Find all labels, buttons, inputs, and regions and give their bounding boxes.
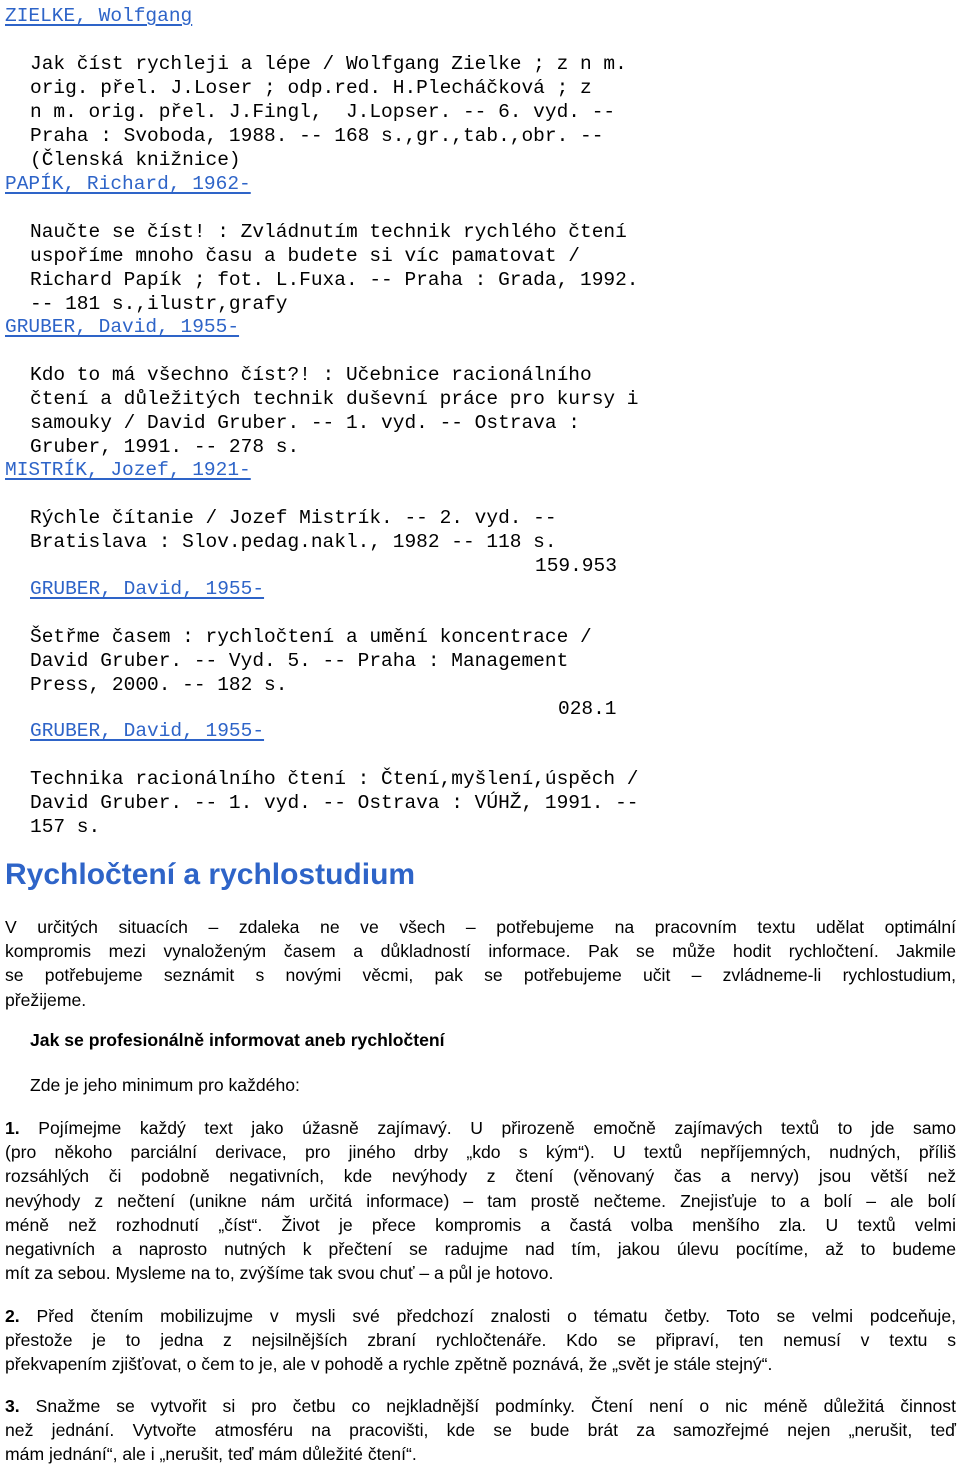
paragraph-line: přestože je to jedna z nejsilnějších zbraní rychločtenáře. Kdo se připraví, ten nemusí v textu s	[5, 1330, 956, 1351]
author-link-gruber[interactable]: GRUBER, David, 1955-	[30, 720, 265, 742]
paragraph-line: méně než rozhodnutí „číst“. Život je přece kompromis a častá volba menšího zla. U textů velmi	[5, 1214, 956, 1235]
paragraph-line: než jednání. Vytvořte atmosféru na pracovišti, kde se bude brát za samozřejmé nejen „nerušit, teď	[5, 1420, 956, 1441]
paragraph-line: nevýhody z nečtení (unikne nám určitá informace) – tam prostě nečteme. Znejisťuje to a bolí – ale bolí	[5, 1190, 956, 1211]
paragraph-line: přežijeme.	[5, 989, 87, 1010]
entry-line: Technika racionálního čtení : Čtení,myšlení,úspěch /	[30, 768, 639, 790]
paragraph-line: negativních a naprosto nutných k přečtení se radujme nad tím, jakou úlevu pocítíme, až to budeme	[5, 1239, 956, 1260]
entry-line: Jak číst rychleji a lépe / Wolfgang Zielke ; z n m.	[30, 53, 627, 75]
paragraph-line: překvapením zjišťovat, o čem to je, ale v pohodě a rychle zpětně poznává, že „svět je stále stejný“.	[5, 1354, 773, 1375]
point-number: 1.	[5, 1118, 20, 1138]
entry-line: n m. orig. přel. J.Fingl, J.Lopser. -- 6. vyd. --	[30, 101, 616, 123]
entry-line: (Členská knižnice)	[30, 149, 241, 171]
paragraph-text: Před čtením mobilizujme v mysli své předchozí znalosti o tématu četby. Toto se velmi podceňuje,	[19, 1306, 956, 1326]
paragraph-line: (pro někoho parciální derivace, pro jiného drby „kdo s kým“). U textů nepříjemných, nudných, příliš	[5, 1142, 956, 1163]
article-title: Rychločtení a rychlostudium	[5, 858, 416, 891]
entry-line: Press, 2000. -- 182 s.	[30, 674, 288, 696]
paragraph-text: Pojímejme každý text jako úžasně zajímavý. U přirozeně emočně zajímavých textů to jde samo	[19, 1118, 956, 1138]
point-2-paragraph	[5, 1304, 956, 1377]
point-number: 2.	[5, 1306, 20, 1326]
entry-line: samouky / David Gruber. -- 1. vyd. -- Ostrava :	[30, 412, 580, 434]
point-1-paragraph	[5, 1116, 956, 1285]
point-number: 3.	[5, 1396, 20, 1416]
author-link-zielke[interactable]: ZIELKE, Wolfgang	[5, 5, 193, 27]
entry-line: 157 s.	[30, 816, 101, 838]
paragraph-line: mít za sebou. Mysleme na to, zvýšíme tak svou chuť – a půl je hotovo.	[5, 1263, 554, 1284]
paragraph-line: rozsáhlých či podobně negativních, kde nevýhody z čtení (věnovaný čas a nervy) jsou větší než	[5, 1166, 956, 1187]
entry-line: Gruber, 1991. -- 278 s.	[30, 436, 300, 458]
entry-line: orig. přel. J.Loser ; odp.red. H.Plecháčková ; z	[30, 77, 592, 99]
entry-line: Naučte se číst! : Zvládnutím technik rychlého čtení	[30, 221, 627, 243]
minimum-line: Zde je jeho minimum pro každého:	[30, 1075, 300, 1095]
entry-line: Bratislava : Slov.pedag.nakl., 1982 -- 118 s.	[30, 531, 557, 553]
entry-line: Šetřme časem : rychločtení a umění koncentrace /	[30, 626, 592, 648]
paragraph-text: Snažme se vytvořit si pro četbu co nejkladnější podmínky. Čtení není o nic méně důležitá činnost	[19, 1396, 956, 1416]
paragraph-line: se potřebujeme seznámit s novými věcmi, pak se potřebujeme učit – zvládneme-li rychlostudium,	[5, 965, 956, 986]
entry-line: David Gruber. -- 1. vyd. -- Ostrava : VÚHŽ, 1991. --	[30, 792, 639, 814]
paragraph-line: kompromis mezi vynaloženým časem a důkladností informace. Pak se může hodit rychločtení. Jakmile	[5, 941, 956, 962]
entry-line: -- 181 s.,ilustr,grafy	[30, 293, 288, 315]
call-number: 028.1	[558, 698, 617, 720]
call-number: 159.953	[535, 555, 617, 577]
entry-line: čtení a důležitých technik duševní práce pro kursy i	[30, 388, 639, 410]
entry-line: David Gruber. -- Vyd. 5. -- Praha : Management	[30, 650, 569, 672]
entry-line: Praha : Svoboda, 1988. -- 168 s.,gr.,tab.,obr. --	[30, 125, 604, 147]
author-link-papik[interactable]: PAPÍK, Richard, 1962-	[5, 173, 251, 195]
entry-line: uspoříme mnoho času a budete si víc pamatovat /	[30, 245, 580, 267]
paragraph-line: V určitých situacích – zdaleka ne ve všech – potřebujeme na pracovním textu udělat optimální	[5, 917, 956, 937]
point-3-paragraph	[5, 1394, 956, 1467]
author-link-gruber[interactable]: GRUBER, David, 1955-	[5, 316, 240, 338]
author-link-gruber[interactable]: GRUBER, David, 1955-	[30, 578, 265, 600]
entry-line: Richard Papík ; fot. L.Fuxa. -- Praha : Grada, 1992.	[30, 269, 639, 291]
entry-line: Rýchle čítanie / Jozef Mistrík. -- 2. vyd. --	[30, 507, 557, 529]
author-link-mistrik[interactable]: MISTRÍK, Jozef, 1921-	[5, 459, 251, 481]
paragraph-line: mám jednání“, ale i „nerušit, teď mám důležité čtení“.	[5, 1444, 417, 1465]
intro-paragraph	[5, 915, 956, 1012]
paragraph-line	[5, 1394, 956, 1418]
entry-line: Kdo to má všechno číst?! : Učebnice racionálního	[30, 364, 592, 386]
paragraph-line	[5, 1304, 956, 1328]
section-subheading: Jak se profesionálně informovat aneb rychločtení	[30, 1030, 445, 1050]
paragraph-line	[5, 1116, 956, 1140]
